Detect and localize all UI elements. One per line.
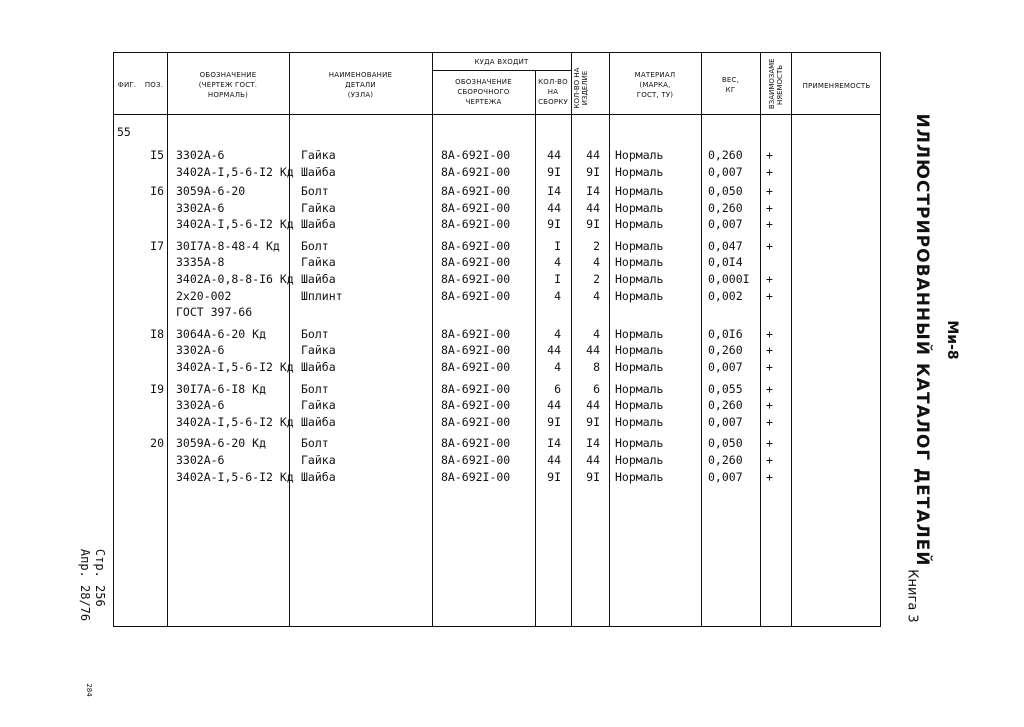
part-name-cell: Болт xyxy=(301,382,329,396)
weight-cell: 0,260 xyxy=(708,398,743,412)
assembly-cell: 8А-692I-00 xyxy=(441,436,511,450)
weight-cell: 0,260 xyxy=(708,148,743,162)
assembly-cell: 8А-692I-00 xyxy=(441,272,511,286)
weight-cell: 0,055 xyxy=(708,382,743,396)
col-divider xyxy=(289,53,290,626)
qty-product-cell: 9I xyxy=(586,165,600,179)
header-sub-divider xyxy=(432,70,571,71)
weight-cell: 0,007 xyxy=(708,470,743,484)
interchange-cell: + xyxy=(766,453,773,467)
designation-cell: 3302А-6 xyxy=(176,453,225,467)
material-cell: Нормаль xyxy=(615,453,664,467)
qty-product-cell: 9I xyxy=(586,217,600,231)
interchange-cell: + xyxy=(766,343,773,357)
material-cell: Нормаль xyxy=(615,470,664,484)
designation-cell: 3059А-6-20 xyxy=(176,184,246,198)
assembly-cell: 8А-692I-00 xyxy=(441,289,511,303)
designation-cell: 3302А-6 xyxy=(176,343,225,357)
position-cell: I6 xyxy=(150,184,164,198)
col-divider xyxy=(432,53,433,626)
qty-assembly-cell: 44 xyxy=(547,453,561,467)
header-where-used: КУДА ВХОДИТ xyxy=(474,58,529,66)
qty-assembly-cell: 44 xyxy=(547,398,561,412)
assembly-cell: 8А-692I-00 xyxy=(441,217,511,231)
header-assembly: ОБОЗНАЧЕНИЕ СБОРОЧНОГО ЧЕРТЕЖА xyxy=(455,78,512,106)
qty-product-cell: 44 xyxy=(586,398,600,412)
material-cell: Нормаль xyxy=(615,255,664,269)
assembly-cell: 8А-692I-00 xyxy=(441,184,511,198)
qty-product-cell: 9I xyxy=(586,470,600,484)
qty-product-cell: 4 xyxy=(593,255,600,269)
designation-cell: 30I7А-8-48-4 Кд xyxy=(176,239,280,253)
assembly-cell: 8А-692I-00 xyxy=(441,415,511,429)
designation-cell: 3402А-I,5-6-I2 Кд xyxy=(176,360,294,374)
assembly-cell: 8А-692I-00 xyxy=(441,201,511,215)
qty-product-cell: 44 xyxy=(586,201,600,215)
header-fig: ФИГ. xyxy=(117,81,137,89)
sheet-number: 284 xyxy=(85,683,93,697)
position-cell: I9 xyxy=(150,382,164,396)
qty-product-cell: 2 xyxy=(593,239,600,253)
interchange-cell: + xyxy=(766,148,773,162)
qty-assembly-cell: I4 xyxy=(547,436,561,450)
header-applicability: ПРИМЕНЯЕМОСТЬ xyxy=(802,82,871,90)
part-name-cell: Гайка xyxy=(301,255,336,269)
designation-cell: 3064А-6-20 Кд xyxy=(176,327,267,341)
col-divider xyxy=(167,53,168,626)
weight-cell: 0,260 xyxy=(708,343,743,357)
qty-product-cell: 44 xyxy=(586,148,600,162)
material-cell: Нормаль xyxy=(615,272,664,286)
part-name-cell: Болт xyxy=(301,436,329,450)
assembly-cell: 8А-692I-00 xyxy=(441,382,511,396)
qty-product-cell: I4 xyxy=(586,184,600,198)
weight-cell: 0,007 xyxy=(708,217,743,231)
material-cell: Нормаль xyxy=(615,398,664,412)
header-qty-assembly: КОЛ-ВО НА СБОРКУ xyxy=(538,78,568,106)
qty-assembly-cell: 44 xyxy=(547,148,561,162)
qty-product-cell: 8 xyxy=(593,360,600,374)
interchange-cell: + xyxy=(766,470,773,484)
qty-assembly-cell: 4 xyxy=(554,289,561,303)
page-info xyxy=(77,549,107,621)
designation-cell: ГОСТ 397-66 xyxy=(176,305,253,319)
material-cell: Нормаль xyxy=(615,415,664,429)
qty-assembly-cell: 4 xyxy=(554,327,561,341)
position-cell: I5 xyxy=(150,148,164,162)
qty-product-cell: 44 xyxy=(586,453,600,467)
interchange-cell: + xyxy=(766,327,773,341)
revision-date: Апр. 28/76 xyxy=(78,548,92,622)
weight-cell: 0,007 xyxy=(708,165,743,179)
interchange-cell: + xyxy=(766,360,773,374)
weight-cell: 0,260 xyxy=(708,453,743,467)
weight-cell: 0,0I4 xyxy=(708,255,743,269)
interchange-cell: + xyxy=(766,217,773,231)
part-name-cell: Гайка xyxy=(301,343,336,357)
part-name-cell: Болт xyxy=(301,239,329,253)
qty-assembly-cell: 44 xyxy=(547,343,561,357)
material-cell: Нормаль xyxy=(615,165,664,179)
part-name-cell: Гайка xyxy=(301,453,336,467)
part-name-cell: Шайба xyxy=(301,165,336,179)
interchange-cell: + xyxy=(766,382,773,396)
designation-cell: 3335А-8 xyxy=(176,255,225,269)
material-cell: Нормаль xyxy=(615,436,664,450)
col-divider xyxy=(609,53,610,626)
part-name-cell: Шайба xyxy=(301,415,336,429)
weight-cell: 0,260 xyxy=(708,201,743,215)
qty-assembly-cell: 9I xyxy=(547,165,561,179)
header-name: НАИМЕНОВАНИЕ ДЕТАЛИ (УЗЛА) xyxy=(328,71,393,99)
header-interchange: ВЗАИМОЗАМЕ НЯЕМОСТЬ xyxy=(768,58,784,109)
weight-cell: 0,050 xyxy=(708,436,743,450)
material-cell: Нормаль xyxy=(615,239,664,253)
designation-cell: 3302А-6 xyxy=(176,398,225,412)
part-name-cell: Шайба xyxy=(301,217,336,231)
qty-product-cell: 2 xyxy=(593,272,600,286)
material-cell: Нормаль xyxy=(615,382,664,396)
col-divider xyxy=(791,53,792,626)
part-name-cell: Шплинт xyxy=(301,289,343,303)
material-cell: Нормаль xyxy=(615,201,664,215)
material-cell: Нормаль xyxy=(615,184,664,198)
part-name-cell: Болт xyxy=(301,327,329,341)
qty-assembly-cell: I4 xyxy=(547,184,561,198)
assembly-cell: 8А-692I-00 xyxy=(441,398,511,412)
interchange-cell: + xyxy=(766,184,773,198)
interchange-cell: + xyxy=(766,398,773,412)
designation-cell: 3302А-6 xyxy=(176,148,225,162)
assembly-cell: 8А-692I-00 xyxy=(441,327,511,341)
qty-assembly-cell: I xyxy=(554,239,561,253)
assembly-cell: 8А-692I-00 xyxy=(441,453,511,467)
part-name-cell: Гайка xyxy=(301,398,336,412)
interchange-cell: + xyxy=(766,201,773,215)
header-qty-product: КОЛ-ВО НА ИЗДЕЛИЕ xyxy=(573,67,589,109)
qty-assembly-cell: I xyxy=(554,272,561,286)
interchange-cell: + xyxy=(766,436,773,450)
interchange-cell: + xyxy=(766,415,773,429)
interchange-cell: + xyxy=(766,289,773,303)
assembly-cell: 8А-692I-00 xyxy=(441,148,511,162)
qty-assembly-cell: 9I xyxy=(547,415,561,429)
book-label: Книга 3 xyxy=(904,569,920,623)
header-divider xyxy=(114,114,880,115)
qty-assembly-cell: 9I xyxy=(547,217,561,231)
qty-assembly-cell: 4 xyxy=(554,360,561,374)
weight-cell: 0,002 xyxy=(708,289,743,303)
page-number: Стр. 256 xyxy=(93,548,107,607)
weight-cell: 0,0I6 xyxy=(708,327,743,341)
qty-product-cell: 4 xyxy=(593,327,600,341)
part-name-cell: Шайба xyxy=(301,470,336,484)
assembly-cell: 8А-692I-00 xyxy=(441,255,511,269)
interchange-cell: + xyxy=(766,165,773,179)
col-divider xyxy=(701,53,702,626)
assembly-cell: 8А-692I-00 xyxy=(441,165,511,179)
figure-number: 55 xyxy=(117,125,131,139)
position-cell: I8 xyxy=(150,327,164,341)
interchange-cell: + xyxy=(766,272,773,286)
weight-cell: 0,007 xyxy=(708,415,743,429)
model-label: Ми-8 xyxy=(944,320,960,360)
material-cell: Нормаль xyxy=(615,327,664,341)
interchange-cell: + xyxy=(766,239,773,253)
qty-product-cell: 9I xyxy=(586,415,600,429)
designation-cell: 3402А-I,5-6-I2 Кд xyxy=(176,415,294,429)
part-name-cell: Шайба xyxy=(301,360,336,374)
designation-cell: 30I7А-6-I8 Кд xyxy=(176,382,267,396)
weight-cell: 0,047 xyxy=(708,239,743,253)
qty-assembly-cell: 4 xyxy=(554,255,561,269)
col-divider xyxy=(760,53,761,626)
parts-table xyxy=(113,52,881,627)
qty-product-cell: 6 xyxy=(593,382,600,396)
part-name-cell: Гайка xyxy=(301,201,336,215)
header-material: МАТЕРИАЛ (МАРКА, ГОСТ, ТУ) xyxy=(634,71,676,99)
designation-cell: 3302А-6 xyxy=(176,201,225,215)
material-cell: Нормаль xyxy=(615,343,664,357)
weight-cell: 0,000I xyxy=(708,272,750,286)
designation-cell: 3059А-6-20 Кд xyxy=(176,436,267,450)
qty-assembly-cell: 44 xyxy=(547,201,561,215)
part-name-cell: Гайка xyxy=(301,148,336,162)
position-cell: I7 xyxy=(150,239,164,253)
weight-cell: 0,007 xyxy=(708,360,743,374)
material-cell: Нормаль xyxy=(615,289,664,303)
part-name-cell: Шайба xyxy=(301,272,336,286)
material-cell: Нормаль xyxy=(615,360,664,374)
position-cell: 20 xyxy=(150,436,164,450)
material-cell: Нормаль xyxy=(615,148,664,162)
part-name-cell: Болт xyxy=(301,184,329,198)
assembly-cell: 8А-692I-00 xyxy=(441,239,511,253)
designation-cell: 2х20-002 xyxy=(176,289,232,303)
header-pos: ПОЗ. xyxy=(144,81,164,89)
qty-assembly-cell: 9I xyxy=(547,470,561,484)
designation-cell: 3402А-I,5-6-I2 Кд xyxy=(176,217,294,231)
material-cell: Нормаль xyxy=(615,217,664,231)
designation-cell: 3402А-0,8-8-I6 Кд xyxy=(176,272,294,286)
assembly-cell: 8А-692I-00 xyxy=(441,470,511,484)
qty-assembly-cell: 6 xyxy=(554,382,561,396)
designation-cell: 3402А-I,5-6-I2 Кд xyxy=(176,470,294,484)
weight-cell: 0,050 xyxy=(708,184,743,198)
qty-product-cell: I4 xyxy=(586,436,600,450)
assembly-cell: 8А-692I-00 xyxy=(441,360,511,374)
qty-product-cell: 44 xyxy=(586,343,600,357)
assembly-cell: 8А-692I-00 xyxy=(441,343,511,357)
designation-cell: 3402А-I,5-6-I2 Кд xyxy=(176,165,294,179)
catalog-title: ИЛЛЮСТРИРОВАННЫЙ КАТАЛОГ ДЕТАЛЕЙ xyxy=(912,113,932,567)
header-designation: ОБОЗНАЧЕНИЕ (ЧЕРТЕЖ ГОСТ. НОРМАЛЬ) xyxy=(198,71,258,99)
qty-product-cell: 4 xyxy=(593,289,600,303)
header-weight: ВЕС, КГ xyxy=(721,76,740,94)
